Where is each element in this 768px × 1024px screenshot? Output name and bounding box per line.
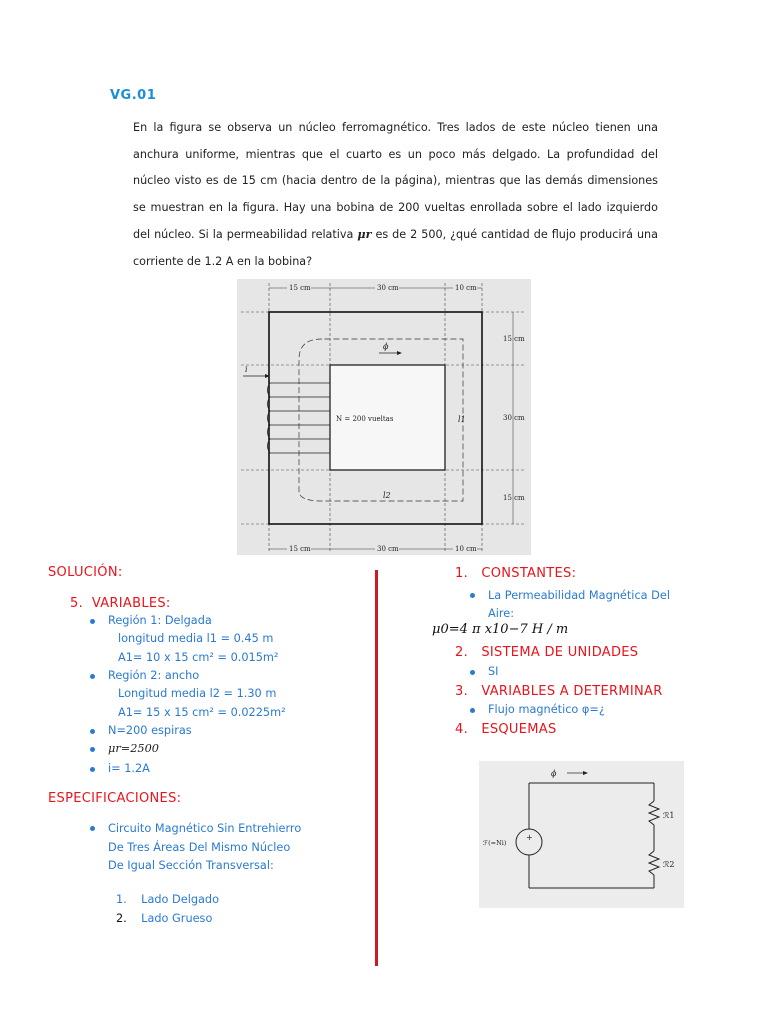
region1-title: Región 1: Delgada — [108, 614, 212, 627]
i-item — [90, 762, 150, 775]
l1-label: l1 — [458, 415, 466, 424]
c1-num: 1. — [455, 566, 469, 581]
region2-item — [90, 669, 199, 682]
sub2-text: Lado Grueso — [141, 912, 213, 925]
dim-bottom-middle: 30 cm — [377, 545, 399, 553]
source-plus: + — [526, 833, 533, 842]
variables-heading — [70, 596, 171, 611]
problem-text-before: En la figura se observa un núcleo ferromagnético. Tres lados de este núcleo tienen una anchura uniforme, mientras que el cuarto es un poco más delgado. La profundidad del núcleo visto es de 15 cm (hacia dentro de la página), mientras que las demás dimensiones se muestran en la figura. Hay una bobina de 200 vueltas enrollada sobre el lado izquierdo del núcleo. Si la permeabilidad relativa — [133, 121, 658, 241]
r1-label: ℛ1 — [663, 811, 675, 820]
source-label: ℱ(=Ni) — [483, 839, 507, 847]
variables-determinar-heading — [455, 684, 663, 699]
core-figure — [237, 279, 531, 555]
current-label: i — [245, 365, 248, 374]
solucion-heading: SOLUCIÓN: — [48, 565, 123, 580]
variables-label: VARIABLES: — [91, 596, 171, 611]
c2-text: SISTEMA DE UNIDADES — [481, 645, 639, 660]
region1-line1: longitud media l1 = 0.45 m — [118, 632, 274, 645]
sub-item-1 — [116, 893, 219, 906]
l2-label: l2 — [383, 491, 391, 500]
c3-item-text: Flujo magnético φ=¿ — [488, 703, 605, 716]
sub1-num: 1. — [116, 893, 127, 906]
spec-text: Circuito Magnético Sin Entrehierro De Tres Áreas Del Mismo Núcleo De Igual Sección Transversal: — [108, 822, 302, 872]
sub-item-2 — [116, 912, 212, 925]
r2-label: ℛ2 — [663, 860, 675, 869]
dim-top-left: 15 cm — [289, 284, 311, 292]
c1-item-text: La Permeabilidad Magnética Del Aire: — [488, 589, 670, 620]
c2-item-text: SI — [488, 665, 499, 678]
c2-num: 2. — [455, 645, 469, 660]
coil-label: N = 200 vueltas — [336, 415, 394, 423]
region2-line2: A1= 15 x 15 cm² = 0.0225m² — [118, 706, 286, 719]
c3-text: VARIABLES A DETERMINAR — [481, 684, 663, 699]
region2-line1: Longitud media l2 = 1.30 m — [118, 687, 277, 700]
document-title: VG.01 — [110, 88, 157, 103]
dim-top-right: 10 cm — [455, 284, 477, 292]
mu-text: μr=2500 — [108, 742, 159, 755]
mu-item — [90, 742, 159, 755]
dim-right-bottom: 15 cm — [503, 494, 525, 502]
dim-right-top: 15 cm — [503, 335, 525, 343]
spec-item — [90, 820, 320, 876]
sistema-item — [470, 665, 499, 678]
c3-num: 3. — [455, 684, 469, 699]
phi-label: ϕ — [383, 342, 389, 351]
column-divider — [375, 570, 378, 966]
mu0-formula: μ0=4 π x10−7 H / m — [432, 622, 569, 637]
variables-number: 5. — [70, 596, 84, 611]
circuit-phi-label: ϕ — [551, 769, 557, 778]
region1-line2: A1= 10 x 15 cm² = 0.015m² — [118, 651, 279, 664]
circuit-figure — [479, 761, 684, 908]
c4-text: ESQUEMAS — [481, 722, 557, 737]
i-text: i= 1.2A — [108, 762, 150, 775]
esquemas-heading — [455, 722, 557, 737]
n-item — [90, 724, 192, 737]
c4-num: 4. — [455, 722, 469, 737]
dim-right-middle: 30 cm — [503, 414, 525, 422]
region2-title: Región 2: ancho — [108, 669, 200, 682]
n-text: N=200 espiras — [108, 724, 192, 737]
dim-top-middle: 30 cm — [377, 284, 399, 292]
c1-text: CONSTANTES: — [481, 566, 577, 581]
dim-bottom-right: 10 cm — [455, 545, 477, 553]
problem-text-after: es de 2 500, ¿qué cantidad de flujo producirá una corriente de 1.2 A en la bobina? — [133, 228, 659, 268]
constantes-heading — [455, 566, 576, 581]
sub1-text: Lado Delgado — [141, 893, 220, 906]
flujo-item — [470, 703, 605, 716]
region1-item — [90, 614, 212, 627]
sistema-heading — [455, 645, 638, 660]
constantes-item — [470, 587, 690, 623]
especificaciones-heading: ESPECIFICACIONES: — [48, 791, 182, 806]
sub2-num: 2. — [116, 912, 127, 925]
problem-statement — [133, 115, 658, 275]
dim-bottom-left: 15 cm — [289, 545, 311, 553]
mu-r-symbol: μr — [357, 227, 372, 241]
